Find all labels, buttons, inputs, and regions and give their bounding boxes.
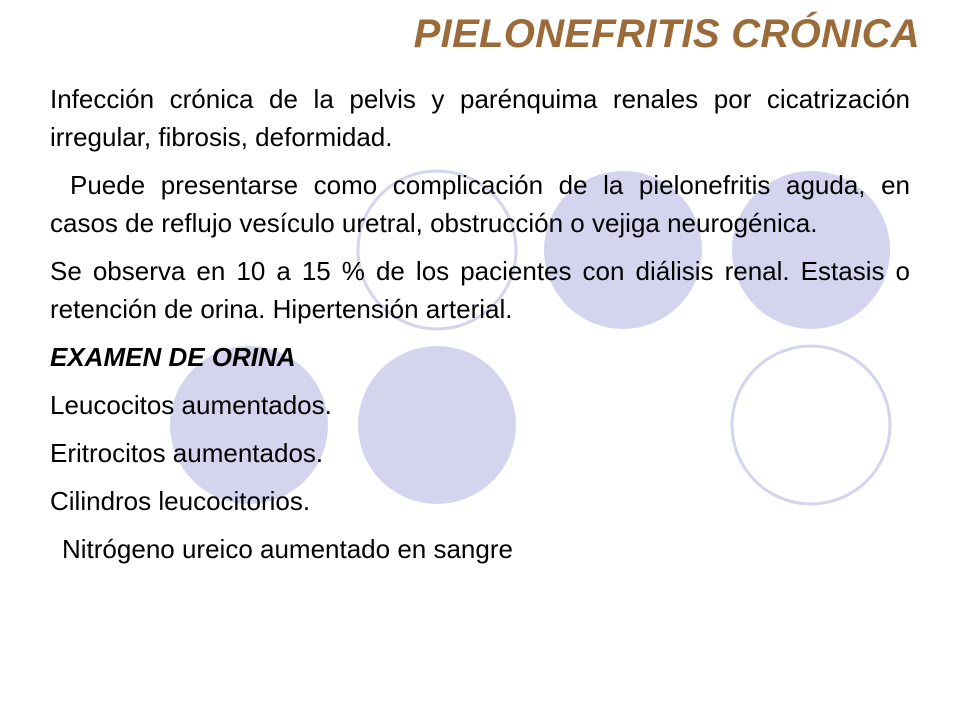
exam-item-leucocitos: Leucocitos aumentados. [50,390,332,420]
exam-item-nitrogeno: Nitrógeno ureico aumentado en sangre [62,534,513,564]
exam-item-cilindros: Cilindros leucocitorios. [50,486,311,516]
paragraph-epidemiology: Se observa en 10 a 15 % de los pacientes con diálisis renal. Estasis o retención de orina. Hipertensión arterial. [50,256,910,324]
paragraph-definition: Infección crónica de la pelvis y parénquima renales por cicatrización irregular, fibrosis, deformidad. [50,84,910,152]
slide-body [50,80,910,578]
paragraph-complications: Puede presentarse como complicación de la pielonefritis aguda, en casos de reflujo vesículo uretral, obstrucción o vejiga neurogénica. [50,170,910,238]
exam-heading: EXAMEN DE ORINA [50,342,296,372]
slide-title: PIELONEFRITIS CRÓNICA [413,12,920,56]
exam-item-eritrocitos: Eritrocitos aumentados. [50,438,324,468]
